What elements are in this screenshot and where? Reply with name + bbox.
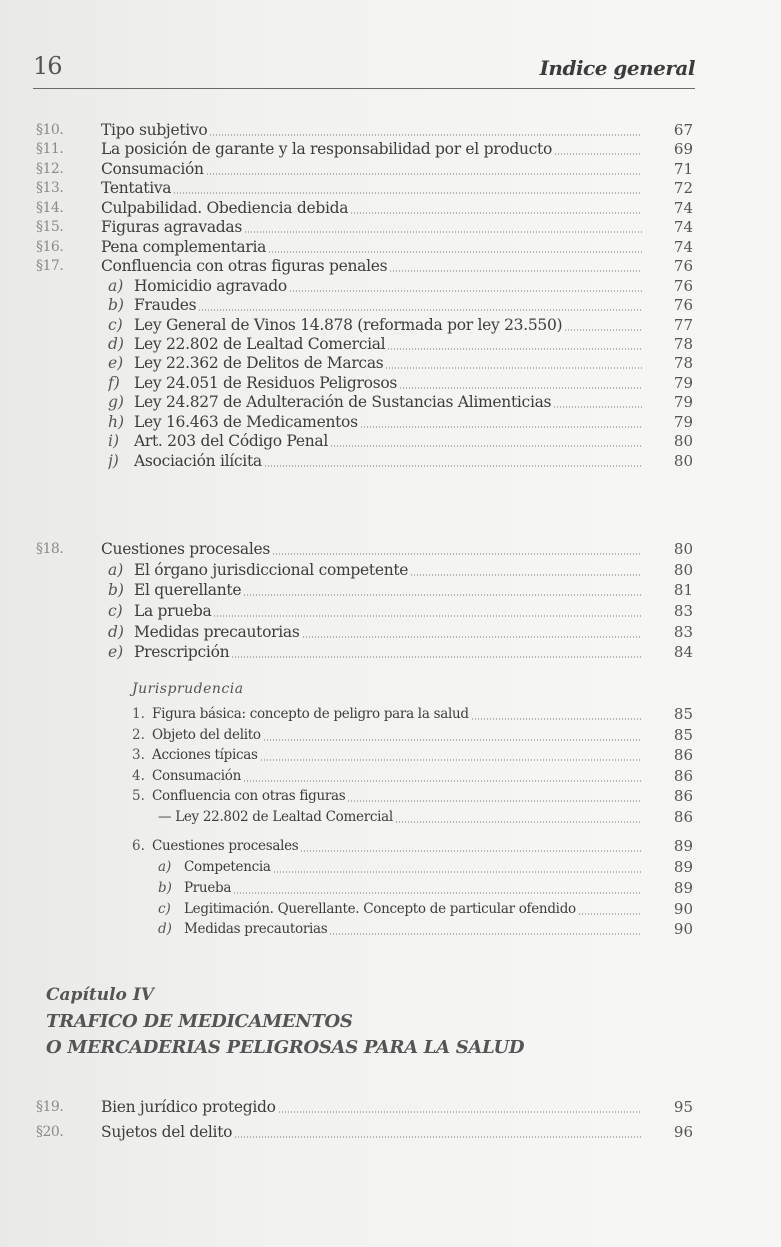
item-letter: i) (108, 432, 120, 451)
toc-row[interactable] (0, 920, 781, 939)
dot-leader (410, 574, 642, 576)
dot-leader (395, 821, 642, 823)
entry-title: Medidas precautorias (134, 622, 300, 641)
toc-row[interactable] (0, 452, 781, 471)
toc-row[interactable] (0, 374, 781, 393)
toc-row[interactable] (0, 837, 781, 856)
page-ref: 86 (673, 746, 693, 765)
item-letter: f) (108, 373, 120, 392)
item-letter: b) (158, 879, 172, 896)
section-number: §16. (36, 238, 64, 255)
dot-leader (198, 309, 642, 311)
page-number: 16 (33, 52, 62, 80)
page-ref: 76 (673, 296, 693, 315)
toc-row[interactable] (0, 160, 781, 179)
dot-leader (272, 553, 642, 555)
item-number: 1. (132, 706, 145, 722)
item-letter: a) (108, 560, 124, 579)
page-ref: 78 (673, 334, 693, 353)
toc-entry (108, 335, 642, 354)
dot-leader (278, 1111, 642, 1113)
section-number: §12. (36, 160, 64, 177)
toc-row[interactable] (0, 393, 781, 412)
page-ref: 69 (673, 140, 693, 159)
entry-title: — Ley 22.802 de Lealtad Comercial (158, 809, 393, 825)
toc-entry (101, 199, 642, 218)
entry-title: Acciones típicas (152, 747, 258, 764)
page-ref: 86 (673, 787, 693, 806)
dot-leader (553, 406, 642, 408)
entry-title: El querellante (134, 581, 242, 600)
toc-entry (158, 858, 642, 877)
toc-row[interactable] (0, 540, 781, 559)
page-ref: 85 (673, 705, 693, 723)
item-letter: j) (108, 451, 119, 470)
entry-title: Confluencia con otras figuras penales (101, 257, 388, 276)
page-ref: 85 (673, 725, 693, 744)
item-number: 3. (132, 747, 145, 764)
toc-entry (101, 160, 642, 179)
page-ref: 96 (673, 1123, 693, 1141)
entry-title: Ley 24.051 de Residuos Peligrosos (134, 373, 398, 392)
page-ref: 79 (673, 412, 693, 431)
toc-entry (101, 1123, 642, 1142)
entry-title: Fraudes (134, 296, 197, 315)
dot-leader (350, 212, 642, 214)
entry-title: Competencia (184, 859, 271, 875)
page-ref: 86 (673, 766, 693, 785)
toc-entry (108, 296, 642, 315)
dot-leader (234, 1136, 642, 1138)
toc-entry (108, 561, 642, 580)
toc-row[interactable] (0, 179, 781, 198)
toc-row[interactable] (0, 1098, 781, 1117)
dot-leader (329, 933, 642, 935)
dot-leader (268, 251, 642, 253)
entry-title: Culpabilidad. Obediencia debida (101, 198, 349, 217)
page-ref: 77 (673, 315, 693, 334)
toc-row[interactable] (0, 296, 781, 315)
toc-row[interactable] (0, 413, 781, 432)
chapter-title-line-2: O MERCADERIAS PELIGROSAS PARA LA SALUD (46, 1037, 525, 1058)
section-number: §11. (36, 141, 64, 158)
dot-leader (385, 367, 642, 369)
toc-entry (158, 808, 642, 827)
item-number: 4. (132, 767, 145, 784)
dot-leader (231, 656, 642, 658)
toc-entry (158, 900, 642, 919)
toc-row[interactable] (0, 879, 781, 898)
toc-entry (108, 413, 642, 432)
entry-title: La prueba (134, 601, 212, 620)
section-number: §18. (36, 541, 64, 557)
dot-leader (554, 153, 642, 155)
section-number: §17. (36, 258, 64, 275)
toc-row[interactable] (0, 561, 781, 580)
item-letter: g) (108, 393, 124, 412)
toc-row[interactable] (0, 705, 781, 724)
toc-entry (101, 179, 642, 198)
toc-entry (132, 767, 642, 786)
item-letter: d) (108, 622, 124, 641)
dot-leader (471, 718, 642, 720)
dot-leader (263, 739, 642, 741)
entry-title: Prescripción (134, 643, 230, 662)
page-header (33, 44, 695, 89)
page-ref: 81 (673, 581, 693, 600)
toc-row[interactable] (0, 602, 781, 621)
toc-entry (101, 218, 642, 237)
entry-title: Bien jurídico protegido (101, 1098, 276, 1116)
entry-title: Medidas precautorias (184, 921, 328, 938)
dot-leader (243, 780, 642, 782)
page-ref: 79 (673, 373, 693, 392)
dot-leader (209, 134, 642, 136)
item-letter: e) (108, 354, 124, 373)
chapter-title-line-1: TRAFICO DE MEDICAMENTOS (46, 1011, 353, 1032)
page-ref: 71 (673, 159, 693, 178)
toc-entry (108, 623, 642, 642)
toc-entry (108, 602, 642, 621)
toc-row[interactable] (0, 257, 781, 276)
dot-leader (233, 892, 642, 894)
entry-title: Art. 203 del Código Penal (134, 432, 329, 451)
entry-title: Ley 16.463 de Medicamentos (134, 412, 358, 431)
item-letter: d) (108, 334, 124, 353)
toc-entry (108, 643, 642, 662)
dot-leader (206, 173, 642, 175)
dot-leader (260, 759, 642, 761)
item-letter: b) (108, 581, 124, 600)
entry-title: Ley General de Vinos 14.878 (reformada por ley 23.550) (134, 315, 563, 334)
section-number: §15. (36, 219, 64, 236)
entry-title: Tipo subjetivo (101, 121, 208, 139)
toc-row[interactable] (0, 316, 781, 335)
toc-row[interactable] (0, 335, 781, 354)
toc-entry (158, 920, 642, 939)
dot-leader (213, 615, 642, 617)
toc-entry (132, 746, 642, 765)
toc-entry (132, 787, 642, 806)
section-number: §13. (36, 180, 64, 197)
page-ref: 80 (673, 451, 693, 470)
entry-title: Prueba (184, 879, 232, 896)
entry-title: Sujetos del delito (101, 1123, 233, 1141)
entry-title: Confluencia con otras figuras (152, 788, 346, 805)
item-letter: a) (158, 859, 172, 875)
toc-entry (101, 238, 642, 257)
toc-row[interactable] (0, 199, 781, 218)
dot-leader (578, 913, 642, 915)
item-letter: a) (108, 276, 124, 295)
toc-row[interactable] (0, 623, 781, 642)
page-ref: 86 (673, 808, 693, 826)
dot-leader (387, 348, 642, 350)
toc-entry (101, 540, 642, 559)
page-ref: 76 (673, 257, 693, 276)
toc-row[interactable] (0, 643, 781, 662)
toc-row[interactable] (0, 858, 781, 877)
toc-row[interactable] (0, 1123, 781, 1142)
section-number: §20. (36, 1124, 64, 1140)
item-letter: c) (108, 601, 123, 620)
entry-title: Consumación (152, 767, 242, 784)
entry-title: El órgano jurisdiccional competente (134, 560, 409, 579)
dot-leader (300, 850, 642, 852)
dot-leader (264, 465, 642, 467)
entry-title: Consumación (101, 159, 204, 178)
dot-leader (347, 800, 642, 802)
toc-row[interactable] (0, 277, 781, 296)
page-ref: 89 (673, 878, 693, 897)
page-ref: 74 (673, 237, 693, 256)
page-ref: 79 (673, 393, 693, 412)
toc-entry (108, 452, 642, 471)
page-ref: 89 (673, 837, 693, 855)
toc-row[interactable] (0, 354, 781, 373)
toc-row[interactable] (0, 787, 781, 806)
page-ref: 95 (673, 1098, 693, 1116)
page-ref: 67 (673, 121, 693, 139)
page-ref: 90 (673, 899, 693, 918)
toc-entry (108, 316, 642, 335)
item-letter: d) (158, 921, 172, 938)
page-ref: 83 (673, 622, 693, 641)
section-number: §10. (36, 122, 64, 138)
entry-title: Cuestiones procesales (101, 540, 271, 558)
entry-title: Ley 22.802 de Lealtad Comercial (134, 334, 386, 353)
item-letter: c) (158, 900, 171, 917)
running-title: Indice general (539, 56, 695, 80)
dot-leader (330, 445, 642, 447)
entry-title: Ley 24.827 de Adulteración de Sustancias Alimenticias (134, 393, 552, 412)
dot-leader (360, 426, 642, 428)
section-number: §14. (36, 199, 64, 216)
page-ref: 80 (673, 432, 693, 451)
toc-entry (158, 879, 642, 898)
toc-row[interactable] (0, 726, 781, 745)
toc-row[interactable] (0, 900, 781, 919)
toc-row[interactable] (0, 746, 781, 765)
page-ref: 74 (673, 198, 693, 217)
page-ref: 76 (673, 276, 693, 295)
entry-title: Tentativa (101, 179, 172, 198)
item-letter: b) (108, 296, 124, 315)
page-ref: 83 (673, 601, 693, 620)
toc-entry (108, 354, 642, 373)
toc-row[interactable] (0, 238, 781, 257)
toc-row[interactable] (0, 432, 781, 451)
toc-entry (101, 140, 642, 159)
toc-entry (108, 393, 642, 412)
page-ref: 72 (673, 179, 693, 198)
item-number: 6. (132, 838, 145, 854)
toc-row[interactable] (0, 808, 781, 827)
dot-leader (389, 270, 642, 272)
entry-title: Ley 22.362 de Delitos de Marcas (134, 354, 384, 373)
entry-title: Cuestiones procesales (152, 838, 299, 854)
dot-leader (302, 636, 643, 638)
dot-leader (243, 594, 642, 596)
entry-title: Asociación ilícita (134, 451, 262, 470)
toc-entry (132, 705, 642, 724)
item-number: 5. (132, 788, 145, 805)
entry-title: Pena complementaria (101, 237, 267, 256)
item-number: 2. (132, 726, 145, 743)
toc-entry (132, 837, 642, 856)
toc-entry (132, 726, 642, 745)
dot-leader (173, 192, 642, 194)
page-ref: 89 (673, 858, 693, 876)
toc-row[interactable] (0, 140, 781, 159)
dot-leader (564, 329, 642, 331)
item-letter: h) (108, 412, 125, 431)
toc-entry (108, 277, 642, 296)
toc-entry (101, 1098, 642, 1117)
dot-leader (244, 231, 642, 233)
toc-entry (101, 257, 642, 276)
entry-title: Figuras agravadas (101, 218, 242, 237)
entry-title: Legitimación. Querellante. Concepto de particular ofendido (184, 900, 576, 917)
toc-entry (108, 581, 642, 600)
page-ref: 80 (673, 560, 693, 579)
item-letter: c) (108, 315, 123, 334)
dot-leader (289, 290, 642, 292)
entry-title: Homicidio agravado (134, 276, 287, 295)
chapter-label: Capítulo IV (46, 985, 154, 1005)
page-ref: 90 (673, 920, 693, 939)
jurisprudencia-heading: Jurisprudencia (132, 681, 244, 697)
entry-title: Figura básica: concepto de peligro para la salud (152, 706, 469, 722)
entry-title: Objeto del delito (152, 726, 261, 743)
toc-entry (101, 121, 642, 140)
toc-row[interactable] (0, 218, 781, 237)
toc-row[interactable] (0, 121, 781, 140)
toc-row[interactable] (0, 767, 781, 786)
toc-row[interactable] (0, 581, 781, 600)
dot-leader (399, 387, 642, 389)
page-ref: 74 (673, 218, 693, 237)
section-number: §19. (36, 1099, 64, 1115)
entry-title: La posición de garante y la responsabilidad por el producto (101, 140, 552, 159)
toc-entry (108, 374, 642, 393)
page-ref: 80 (673, 540, 693, 558)
page-ref: 78 (673, 354, 693, 373)
dot-leader (273, 871, 642, 873)
page-ref: 84 (673, 643, 693, 662)
toc-entry (108, 432, 642, 451)
item-letter: e) (108, 643, 124, 662)
